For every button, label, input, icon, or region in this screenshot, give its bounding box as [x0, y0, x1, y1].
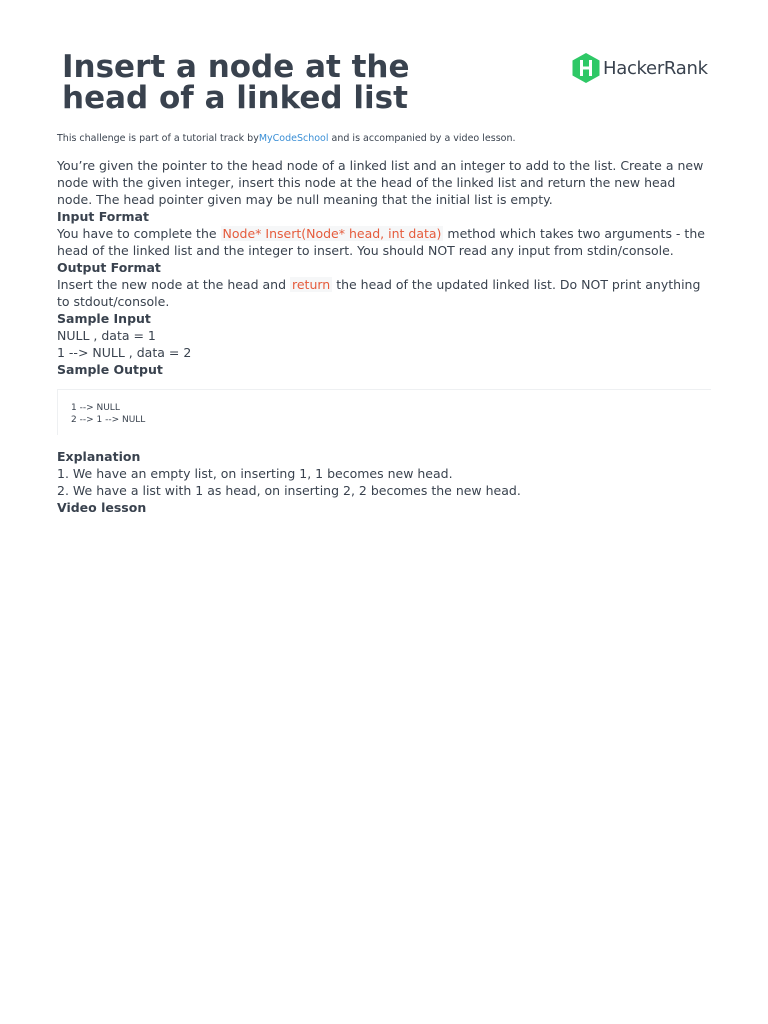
explanation-heading: Explanation [57, 449, 141, 464]
sample-input-line: 1 --> NULL , data = 2 [57, 345, 192, 360]
video-lesson-heading: Video lesson [57, 500, 147, 515]
hackerrank-logo[interactable] [571, 52, 708, 84]
output-format-heading: Output Format [57, 260, 161, 275]
sample-input-line: NULL , data = 1 [57, 328, 156, 343]
output-format-text [57, 276, 711, 310]
tutorial-note-suffix: and is accompanied by a video lesson. [328, 133, 516, 144]
sample-output-line: 1 --> NULL [71, 403, 120, 413]
page-title [62, 49, 482, 116]
tutorial-note [57, 133, 516, 144]
sample-output-heading: Sample Output [57, 362, 163, 377]
hackerrank-logo-text: HackerRank [603, 57, 708, 79]
problem-statement [57, 157, 711, 516]
page-title-line-1: Insert a node at the [62, 49, 410, 85]
hackerrank-hexagon-icon [571, 52, 601, 84]
output-format-text-before: Insert the new node at the head and [57, 277, 290, 292]
input-format-text-after: method which takes two arguments - the head of the linked list and the integer to insert. You should NOT read any input from stdin/console. [57, 226, 705, 258]
output-format-code: return [291, 277, 331, 292]
input-format-code: Node* Insert(Node* head, int data) [222, 226, 442, 241]
input-format-heading: Input Format [57, 209, 149, 224]
sample-input-heading: Sample Input [57, 311, 151, 326]
challenge-page [57, 0, 711, 515]
explanation-line: 2. We have a list with 1 as head, on inserting 2, 2 becomes the new head. [57, 483, 521, 498]
page-title-line-2: head of a linked list [62, 80, 408, 116]
tutorial-note-prefix: This challenge is part of a tutorial track by [57, 133, 259, 144]
mycodeschool-link[interactable]: MyCodeSchool [258, 133, 329, 144]
explanation-line: 1. We have an empty list, on inserting 1, 1 becomes new head. [57, 466, 453, 481]
input-format-text [57, 225, 711, 259]
input-format-text-before: You have to complete the [57, 226, 221, 241]
sample-output-block [57, 389, 711, 435]
problem-description: You’re given the pointer to the head node of a linked list and an integer to add to the list. Create a new node with the given integer, insert this node at the head of the linked list and return the new head node. The head pointer given may be null meaning that the initial list is empty. [57, 158, 704, 207]
sample-output-line: 2 --> 1 --> NULL [71, 415, 146, 425]
output-format-text-after: the head of the updated linked list. Do NOT print anything to stdout/console. [57, 277, 701, 309]
page-header [57, 0, 711, 128]
